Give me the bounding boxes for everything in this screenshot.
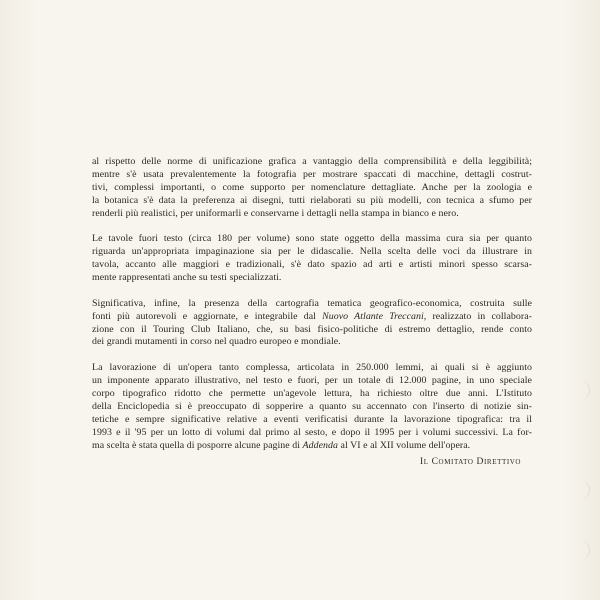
- italic-title: Nuovo Atlante Treccani: [322, 310, 424, 322]
- text-line: tetiche e sempre significative relative a eventi verificatisi durante la lavorazione tipografica: tra il: [92, 413, 532, 425]
- page-edge-mark: [579, 540, 590, 560]
- text-line: Significativa, infine, la presenza della cartografia tematica geografico-economica, costruita sulle: [92, 297, 532, 309]
- text-line: tavola, accanto alle maggiori e tradizionali, s'è dato spazio ad arti e artisti minori spesso scarsa-: [92, 259, 532, 271]
- paragraph-4: [92, 362, 532, 452]
- text-line: della Enciclopedia si è preoccupato di sopperire a quanto su accennato con l'inserto di notizie sin-: [92, 400, 532, 412]
- body-text: [92, 156, 532, 453]
- text-line: zione con il Touring Club Italiano, che, su basi fisico-politiche di estremo dettaglio, rende conto: [92, 323, 532, 335]
- text-line: al rispetto delle norme di unificazione grafica a vantaggio della comprensibilità e della leggibilità;: [92, 156, 532, 167]
- signature: Il Comitato Direttivo: [420, 457, 522, 467]
- page-edge-mark: [579, 480, 590, 500]
- text-line: mente rappresentati anche su testi specializzati.: [92, 272, 282, 284]
- italic-title: Addenda: [302, 439, 338, 451]
- text-line: riguarda un'appropriata impaginazione sia per le didascalie. Nella scelta delle voci da illustrare in: [92, 246, 532, 258]
- text-line: renderli più realistici, per uniformarli e conservarne i dettagli nella stampa in bianco e nero.: [92, 207, 459, 219]
- text-line: la botanica s'è data la preferenza ai disegni, tutti rielaborati su più modelli, con tecnica a sfumo per: [92, 194, 532, 206]
- text-line: corpo tipografico ridotto che permette un'agevole lettura, ha richiesto oltre due anni. L'Istituto: [92, 387, 532, 399]
- paragraph-1: [92, 156, 532, 221]
- text-line: La lavorazione di un'opera tanto complessa, articolata in 250.000 lemmi, ai quali si è aggiunto: [92, 362, 532, 374]
- text-line: un imponente apparato illustrativo, nel testo e fuori, per un totale di 12.000 pagine, in uno speciale: [92, 375, 532, 387]
- paragraph-3: [92, 298, 532, 350]
- text-line: tivi, complessi importanti, o come supporto per nomenclature dettagliate. Anche per la zoologia e: [92, 181, 532, 193]
- paragraph-2: [92, 233, 532, 285]
- text-line: dei grandi mutamenti in corso nel quadro europeo e mondiale.: [92, 336, 341, 348]
- text-line: 1993 e il '95 per un lotto di volumi dal primo al sesto, e dopo il 1995 per i volumi successivi. La for-: [92, 426, 532, 438]
- text-line: ma scelta è stata quella di posporre alcune pagine di Addenda al VI e al XII volume dell'opera.: [92, 439, 471, 451]
- text-line: mentre s'è usata prevalentemente la fotografia per mostrare spaccati di macchine, dettagli costrut-: [92, 168, 532, 180]
- text-line: Le tavole fuori testo (circa 180 per volume) sono state oggetto della massima cura sia per quanto: [92, 233, 532, 245]
- page-edge-mark: [579, 380, 590, 400]
- text-line: fonti più autorevoli e aggiornate, e integrabile dal Nuovo Atlante Treccani, realizzato in collabora-: [92, 310, 532, 322]
